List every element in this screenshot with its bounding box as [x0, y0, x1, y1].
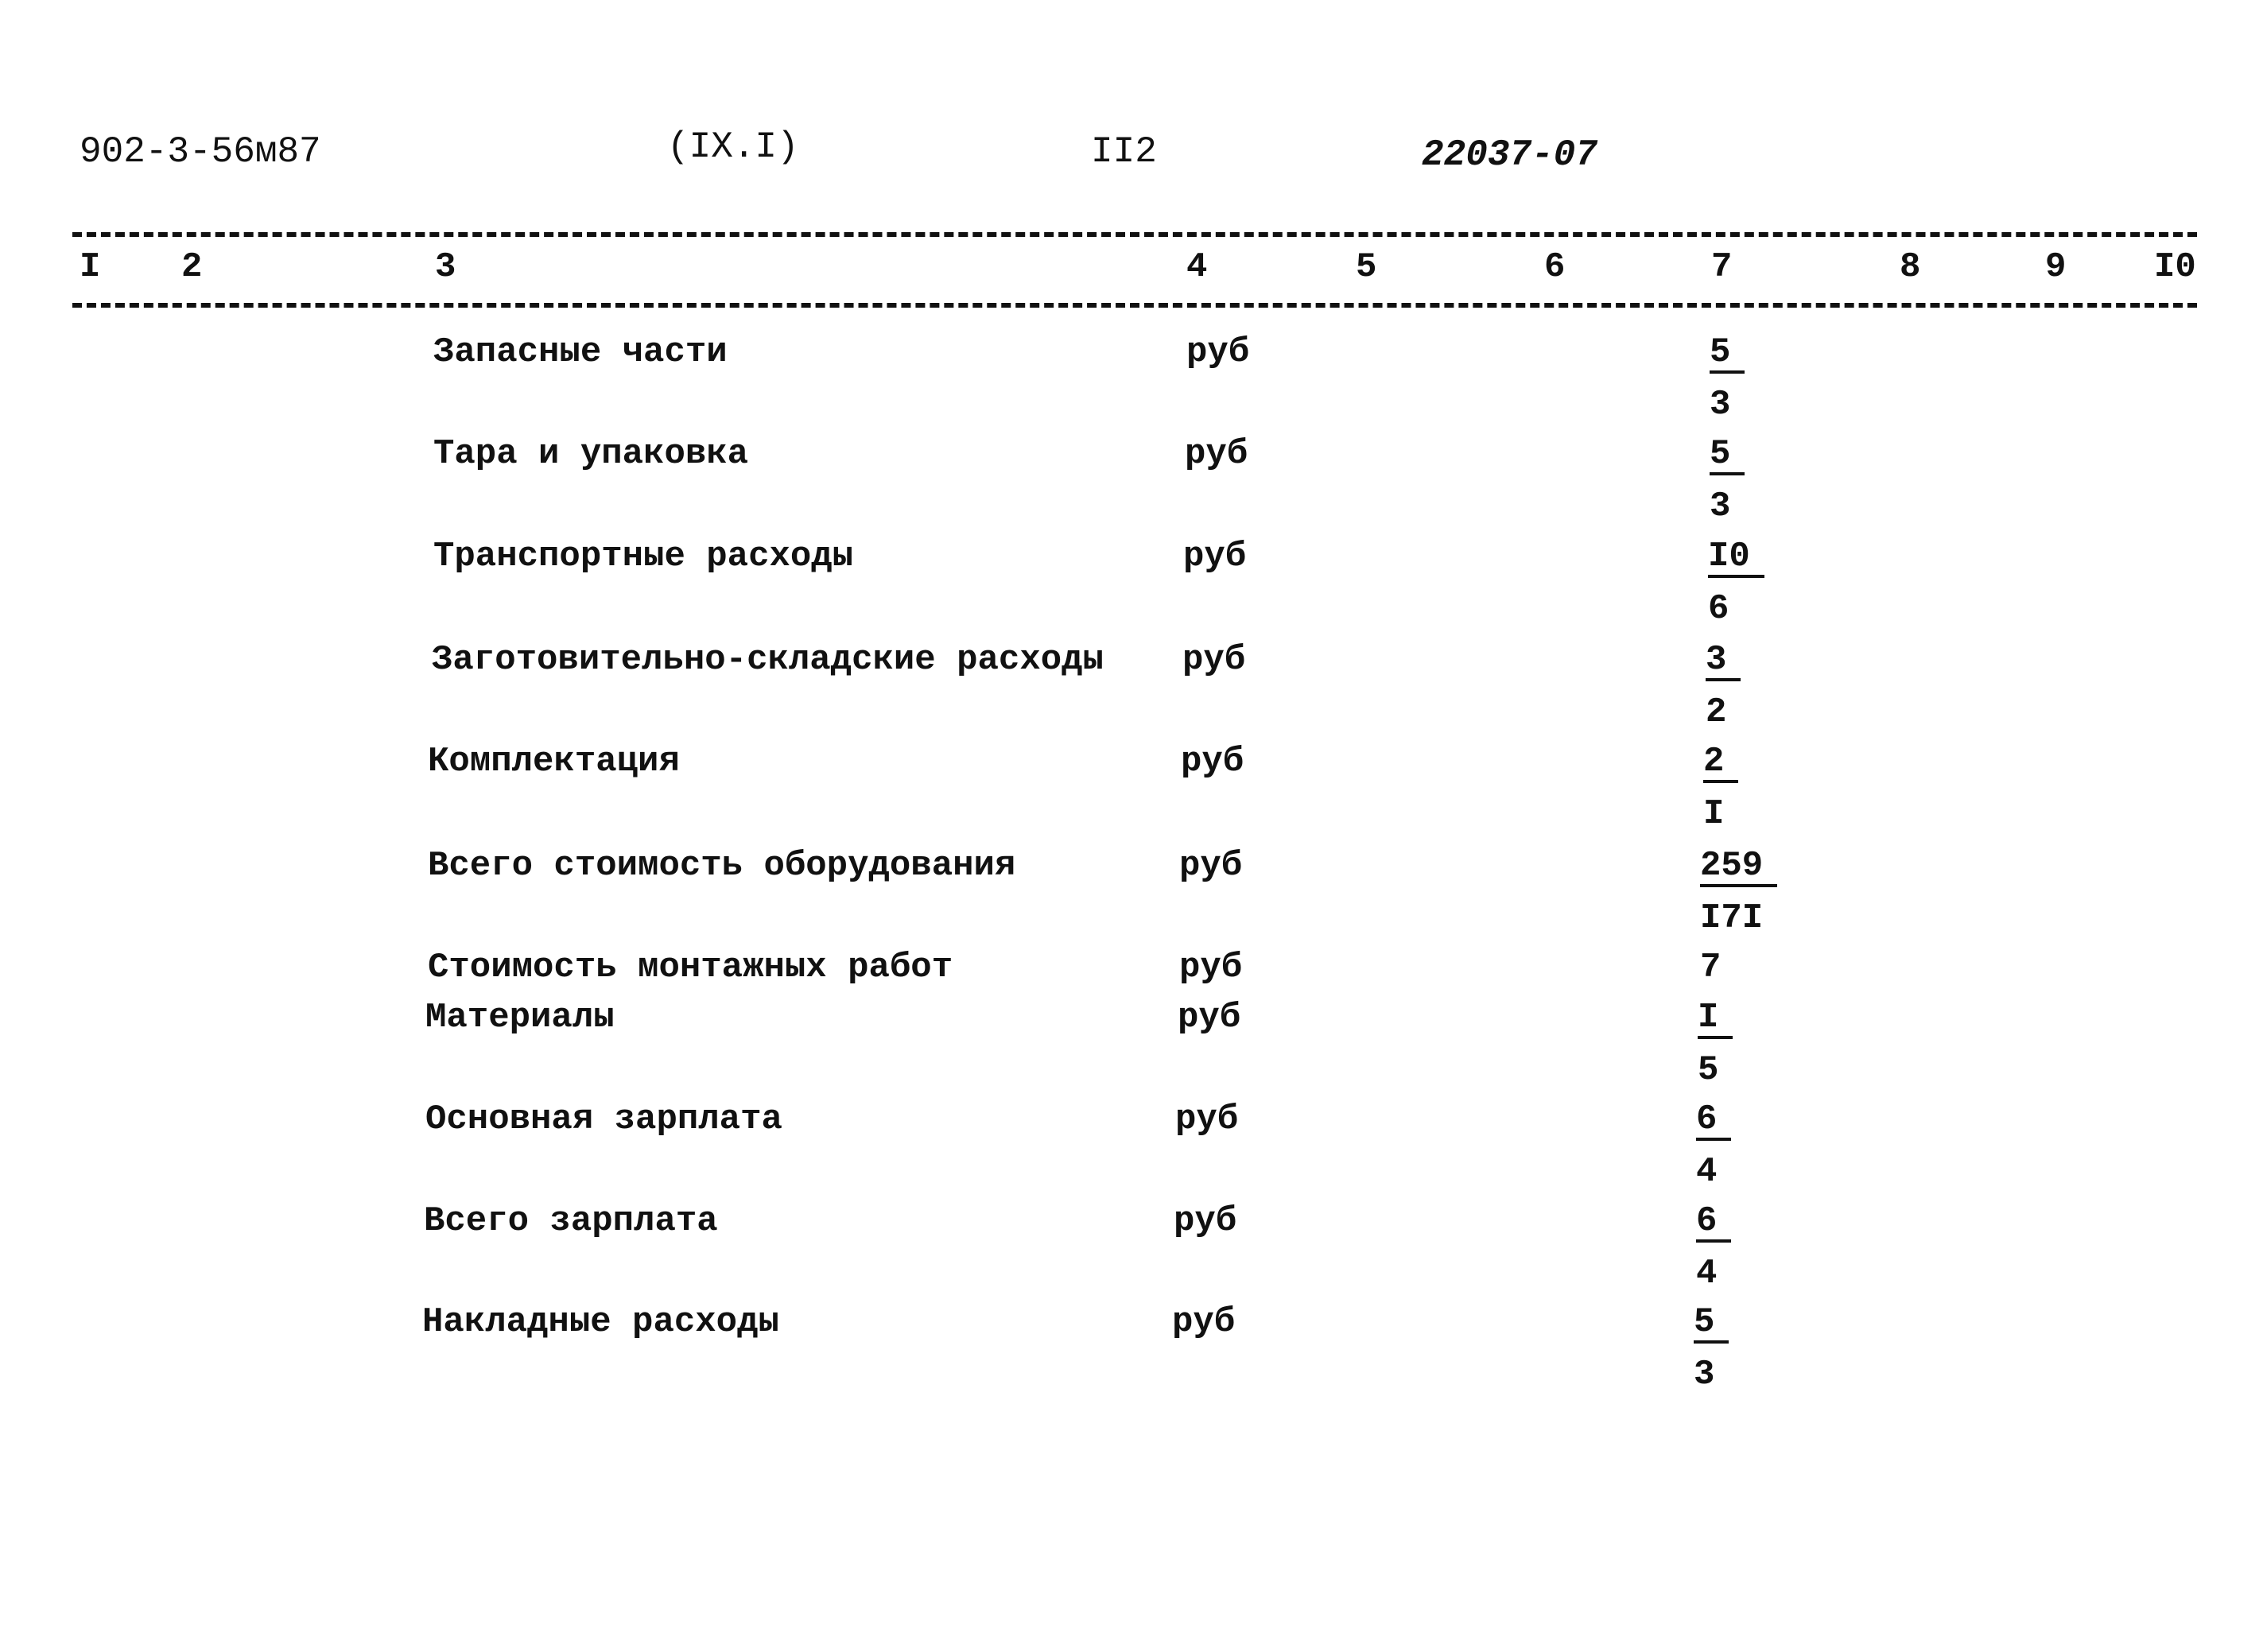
- numerator: 3: [1706, 642, 1741, 681]
- row-unit: руб: [1174, 1201, 1237, 1241]
- row-label: Стоимость монтажных работ: [428, 948, 953, 987]
- denominator: 3: [1710, 385, 1731, 425]
- table-header-bottom-rule: [72, 303, 2197, 308]
- denominator: 4: [1696, 1254, 1718, 1293]
- column-number: 7: [1711, 247, 1733, 287]
- row-fraction-value: [1700, 846, 1777, 938]
- row-unit: руб: [1179, 846, 1243, 886]
- row-fraction-value: [1703, 742, 1738, 834]
- numerator: I: [1698, 999, 1733, 1039]
- row-fraction-value: [1694, 1302, 1729, 1394]
- document-code: 22037-07: [1422, 134, 1597, 176]
- row-unit: руб: [1182, 640, 1246, 680]
- numerator: 5: [1694, 1304, 1729, 1344]
- denominator: 3: [1710, 487, 1731, 526]
- row-unit: руб: [1186, 332, 1250, 372]
- denominator: 2: [1706, 692, 1727, 732]
- row-unit: руб: [1183, 537, 1247, 576]
- row-label: Всего стоимость оборудования: [428, 846, 1016, 886]
- denominator: 3: [1694, 1355, 1715, 1394]
- page-number: II2: [1091, 131, 1157, 173]
- row-fraction-value: [1696, 1201, 1731, 1293]
- row-label: Запасные части: [433, 332, 728, 372]
- row-label: Накладные расходы: [422, 1302, 779, 1342]
- row-label: Комплектация: [428, 742, 680, 781]
- numerator: 2: [1703, 743, 1738, 783]
- row-fraction-value: [1706, 640, 1741, 732]
- row-fraction-value: [1696, 1099, 1731, 1192]
- numerator: 5: [1710, 436, 1745, 475]
- row-unit: руб: [1172, 1302, 1236, 1342]
- column-number: 3: [435, 247, 456, 287]
- column-number: 8: [1900, 247, 1921, 287]
- denominator: 5: [1698, 1050, 1719, 1090]
- numerator: 6: [1696, 1101, 1731, 1141]
- column-number: 4: [1186, 247, 1208, 287]
- row-fraction-value: [1698, 998, 1733, 1090]
- table-header-top-rule: [72, 232, 2197, 237]
- row-label: Основная зарплата: [425, 1099, 782, 1139]
- row-fraction-value: [1710, 434, 1745, 526]
- row-fraction-value: [1710, 332, 1745, 425]
- row-value: 7: [1700, 948, 1722, 987]
- numerator: 5: [1710, 334, 1745, 374]
- denominator: I7I: [1700, 898, 1764, 938]
- column-number: 6: [1544, 247, 1566, 287]
- numerator: I0: [1708, 538, 1764, 578]
- column-number: 2: [181, 247, 203, 287]
- row-label: Тара и упаковка: [433, 434, 749, 474]
- column-number: I0: [2154, 247, 2196, 287]
- row-label: Заготовительно-складские расходы: [432, 640, 1104, 680]
- row-unit: руб: [1178, 998, 1241, 1037]
- denominator: 4: [1696, 1152, 1718, 1192]
- document-number: 902-3-56м87: [80, 131, 321, 173]
- column-number: 9: [2045, 247, 2067, 287]
- column-number: I: [80, 247, 101, 287]
- column-number: 5: [1356, 247, 1377, 287]
- row-unit: руб: [1179, 948, 1243, 987]
- section-number: (IX.I): [667, 126, 799, 168]
- numerator: 6: [1696, 1203, 1731, 1243]
- denominator: I: [1703, 794, 1725, 834]
- row-fraction-value: [1708, 537, 1764, 629]
- row-unit: руб: [1181, 742, 1244, 781]
- row-unit: руб: [1175, 1099, 1239, 1139]
- numerator: 259: [1700, 847, 1777, 887]
- row-label: Всего зарплата: [424, 1201, 718, 1241]
- row-label: Материалы: [425, 998, 615, 1037]
- row-label: Транспортные расходы: [433, 537, 854, 576]
- row-unit: руб: [1185, 434, 1248, 474]
- denominator: 6: [1708, 589, 1729, 629]
